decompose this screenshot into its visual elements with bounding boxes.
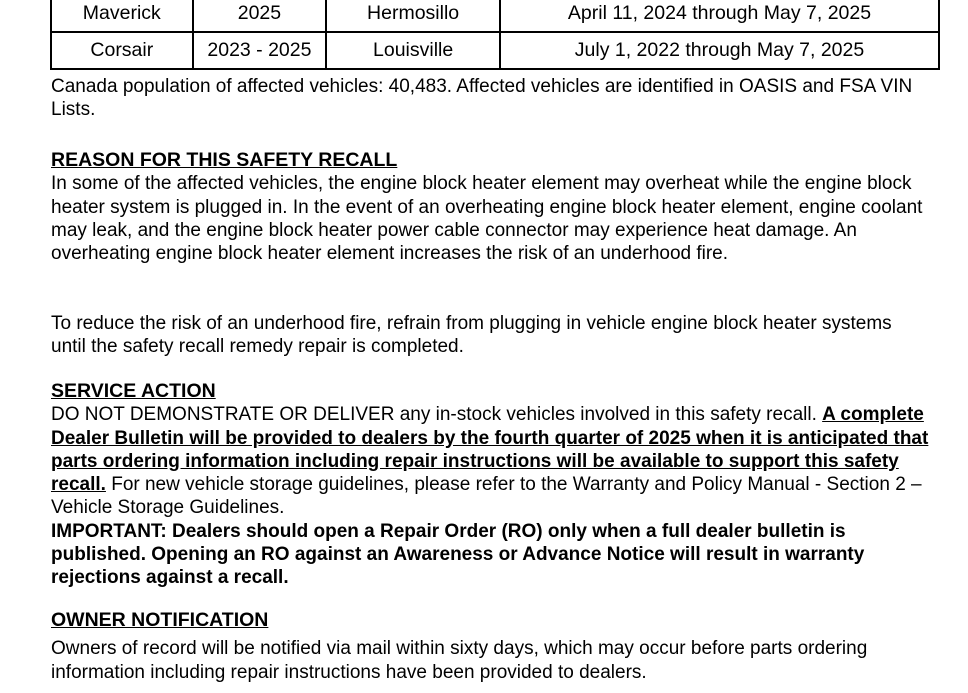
dealer-bulletin-notice: A complete Dealer Bulletin will be provided to dealers by the fourth quarter of 2025 when it is anticipated that parts ordering information including repair instructions will be available to support this safety recall. [51, 404, 929, 496]
important-notice: IMPORTANT: Dealers should open a Repair Order (RO) only when a full dealer bulletin is published. Opening an RO against an Awareness or Advance Notice will result in warranty rejections against a recall. [51, 520, 865, 589]
model-years-cell: 2023 - 2025 [193, 32, 327, 69]
model-cell: Maverick [51, 0, 193, 32]
model-cell: Corsair [51, 32, 193, 69]
service-section [51, 380, 931, 590]
reason-paragraph-2-block [51, 312, 931, 359]
reason-heading: REASON FOR THIS SAFETY RECALL [51, 149, 398, 171]
affected-vehicles-table [50, 0, 940, 70]
population-text: Canada population of affected vehicles: 40,483. Affected vehicles are identified in OASIS and FSA VIN Lists. [51, 76, 913, 121]
owner-heading: OWNER NOTIFICATION [51, 609, 269, 631]
build-dates-cell: July 1, 2022 through May 7, 2025 [500, 32, 939, 69]
assembly-plant-cell: Hermosillo [326, 0, 500, 32]
build-dates-cell: April 11, 2024 through May 7, 2025 [500, 0, 939, 32]
model-years-cell: 2025 [193, 0, 327, 32]
storage-guidelines-text: For new vehicle storage guidelines, please refer to the Warranty and Policy Manual - Section 2 – Vehicle Storage Guidelines. [51, 474, 922, 519]
assembly-plant-cell: Louisville [326, 32, 500, 69]
reason-paragraph-2: To reduce the risk of an underhood fire, refrain from plugging in vehicle engine block heater systems until the safety recall remedy repair is completed. [51, 313, 892, 358]
reason-paragraph-1: In some of the affected vehicles, the engine block heater element may overheat while the engine block heater system is plugged in. In the event of an overheating engine block heater element, engine coolant may leak, and the engine block heater power cable connector may experience heat damage. An overheating engine block heater element increases the risk of an underhood fire. [51, 173, 923, 265]
population-paragraph [51, 75, 931, 122]
table-row [51, 32, 939, 69]
reason-section [51, 149, 931, 265]
service-intro: DO NOT DEMONSTRATE OR DELIVER any in-stock vehicles involved in this safety recall. [51, 404, 823, 426]
service-paragraph [51, 403, 931, 519]
service-heading: SERVICE ACTION [51, 380, 216, 402]
owner-section [51, 609, 931, 684]
table-row [51, 0, 939, 32]
owner-text: Owners of record will be notified via mail within sixty days, which may occur before parts ordering information including repair instructions have been provided to dealers. [51, 638, 868, 683]
